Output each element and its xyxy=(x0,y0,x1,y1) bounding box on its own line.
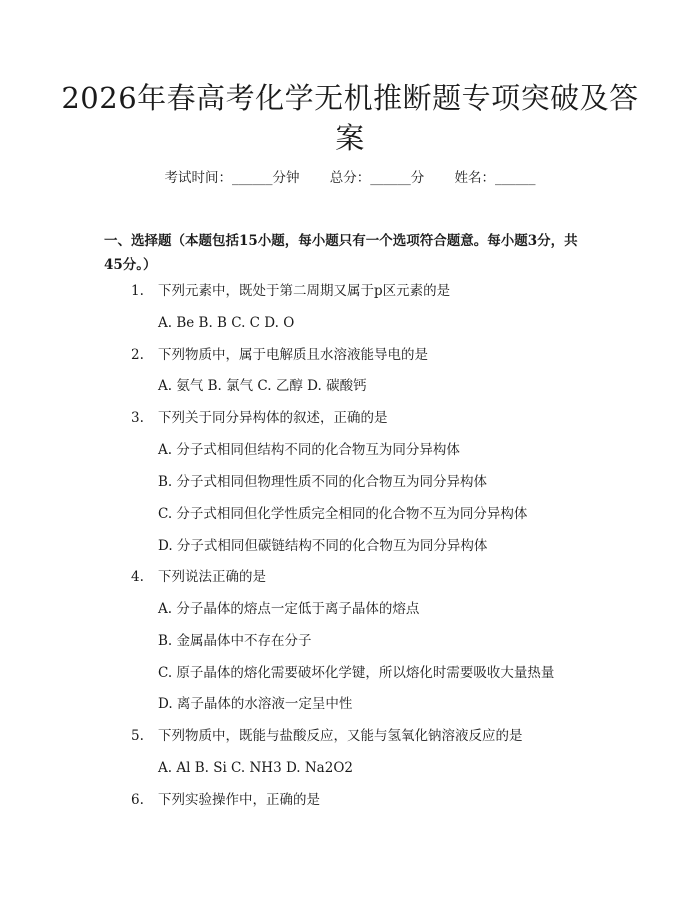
question-1-options: A. Be B. B C. C D. O xyxy=(158,315,295,331)
exam-time-field: 考试时间：______分钟 xyxy=(164,170,300,186)
question-text: 下列元素中，既处于第二周期又属于p区元素的是 xyxy=(158,283,451,299)
question-text: 下列实验操作中，正确的是 xyxy=(158,792,320,808)
question-4-option-c: C. 原子晶体的熔化需要破坏化学键，所以熔化时需要吸收大量热量 xyxy=(158,665,555,681)
question-5-options: A. Al B. Si C. NH3 D. Na2O2 xyxy=(158,760,353,776)
section-heading-line-2: 45分。） xyxy=(104,257,157,273)
question-text: 下列物质中，既能与盐酸反应，又能与氢氧化钠溶液反应的是 xyxy=(158,728,523,744)
question-3-option-a: A. 分子式相同但结构不同的化合物互为同分异构体 xyxy=(158,442,460,458)
question-number: 2. xyxy=(131,347,144,363)
question-3-option-c: C. 分子式相同但化学性质完全相同的化合物不互为同分异构体 xyxy=(158,506,528,522)
question-4-option-a: A. 分子晶体的熔点一定低于离子晶体的熔点 xyxy=(158,601,420,617)
question-3-option-b: B. 分子式相同但物理性质不同的化合物互为同分异构体 xyxy=(158,474,488,490)
question-3 xyxy=(131,408,388,428)
question-number: 3. xyxy=(131,410,144,426)
question-number: 1. xyxy=(131,283,144,299)
exam-meta xyxy=(0,168,700,188)
question-text: 下列说法正确的是 xyxy=(158,569,266,585)
student-name-field: 姓名：______ xyxy=(454,170,536,186)
question-6 xyxy=(131,790,320,810)
question-1 xyxy=(131,281,450,301)
section-heading xyxy=(104,229,604,277)
question-2-options: A. 氨气 B. 氯气 C. 乙醇 D. 碳酸钙 xyxy=(158,378,367,394)
total-score-field: 总分：______分 xyxy=(329,170,425,186)
question-number: 5. xyxy=(131,728,144,744)
question-number: 4. xyxy=(131,569,144,585)
question-5 xyxy=(131,726,523,746)
page-title: 2026年春高考化学无机推断题专项突破及答案 xyxy=(61,81,639,155)
section-heading-line-1: 一、选择题（本题包括15小题，每小题只有一个选项符合题意。每小题3分，共 xyxy=(104,233,578,249)
question-4 xyxy=(131,567,266,587)
question-4-option-d: D. 离子晶体的水溶液一定呈中性 xyxy=(158,696,353,712)
question-number: 6. xyxy=(131,792,144,808)
question-text: 下列物质中，属于电解质且水溶液能导电的是 xyxy=(158,347,428,363)
question-3-option-d: D. 分子式相同但碳链结构不同的化合物互为同分异构体 xyxy=(158,538,488,554)
question-2 xyxy=(131,345,428,365)
question-text: 下列关于同分异构体的叙述，正确的是 xyxy=(158,410,388,426)
question-4-option-b: B. 金属晶体中不存在分子 xyxy=(158,633,312,649)
